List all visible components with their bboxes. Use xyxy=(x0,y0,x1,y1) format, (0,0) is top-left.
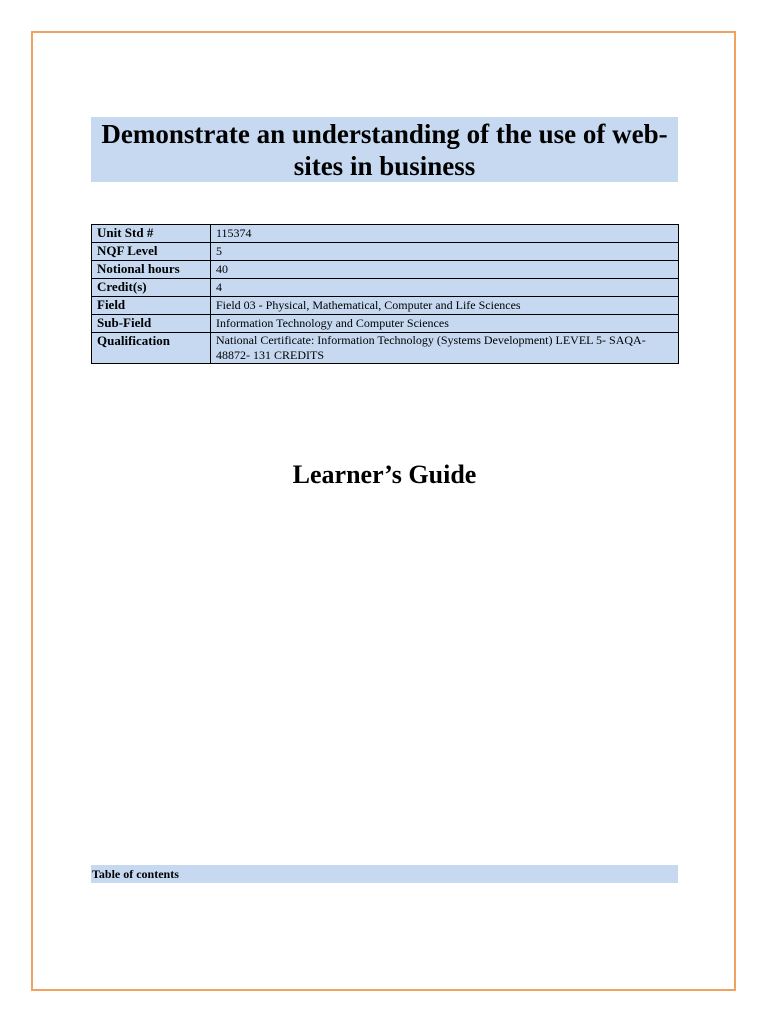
credits-value: 4 xyxy=(211,279,679,297)
notional-hours-label: Notional hours xyxy=(92,261,211,279)
table-row xyxy=(92,315,679,333)
field-label: Field xyxy=(92,297,211,315)
credits-label: Credit(s) xyxy=(92,279,211,297)
notional-hours-value: 40 xyxy=(211,261,679,279)
table-row xyxy=(92,225,679,243)
qualification-value: National Certificate: Information Technology (Systems Development) LEVEL 5- SAQA- 48872- 131 CREDITS xyxy=(211,333,679,364)
learners-guide-heading: Learner’s Guide xyxy=(292,460,477,489)
sub-field-value: Information Technology and Computer Sciences xyxy=(211,315,679,333)
field-value: Field 03 - Physical, Mathematical, Computer and Life Sciences xyxy=(211,297,679,315)
nqf-level-label: NQF Level xyxy=(92,243,211,261)
table-row xyxy=(92,279,679,297)
table-row xyxy=(92,261,679,279)
document-title: Demonstrate an understanding of the use of web-sites in business xyxy=(91,117,678,182)
sub-field-label: Sub-Field xyxy=(92,315,211,333)
qualification-label: Qualification xyxy=(92,333,211,364)
table-row xyxy=(92,243,679,261)
table-row xyxy=(92,333,679,364)
unit-standard-info-table xyxy=(91,224,679,364)
table-row xyxy=(92,297,679,315)
nqf-level-value: 5 xyxy=(211,243,679,261)
table-of-contents-heading: Table of contents xyxy=(91,865,678,883)
unit-std-label: Unit Std # xyxy=(92,225,211,243)
unit-std-value: 115374 xyxy=(211,225,679,243)
